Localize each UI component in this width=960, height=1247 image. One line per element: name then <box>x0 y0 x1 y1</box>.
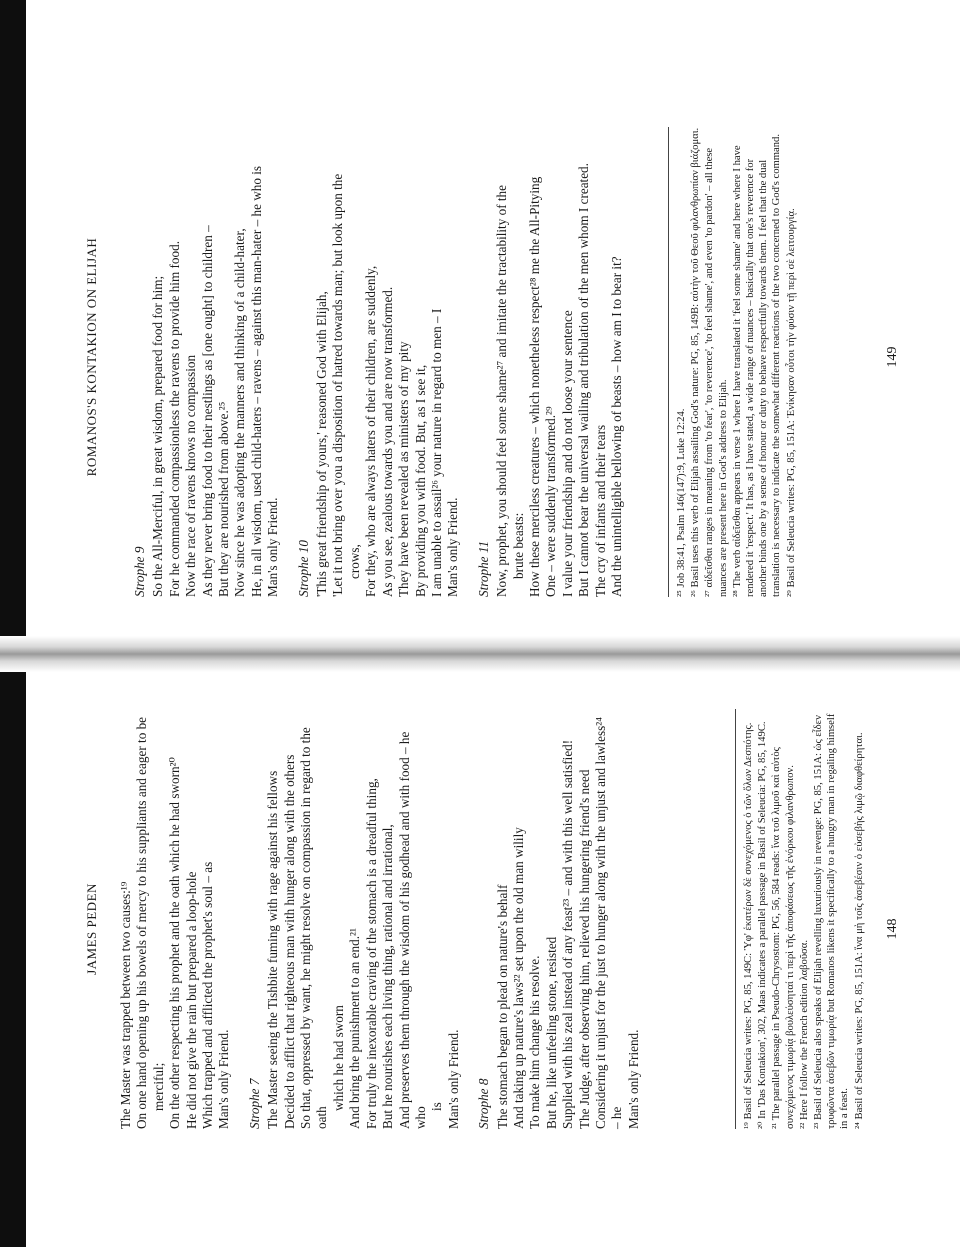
verse-line: On one hand opening up his bowels of mercy to his suppliants and eager to be <box>134 716 150 1129</box>
verse-line: Man's only Friend. <box>445 497 461 597</box>
footnote: ¹⁹ Basil of Seleucia writes: PG, 85, 149C: Ὑφ' ἑκατέρων δὲ συνεχόμενος ὁ τῶν ὅλων Δεσπότης. <box>743 722 754 1129</box>
verse-line: And taking up nature's laws²² set upon the old man wilily <box>510 827 526 1129</box>
strophe-heading: Strophe 8 <box>476 1078 492 1129</box>
stanza <box>247 709 462 1129</box>
stanza <box>118 709 233 1129</box>
verse-line: The Master was trapped between two causes:¹⁹ <box>118 881 133 1129</box>
strophe-heading: Strophe 11 <box>475 540 491 597</box>
verse-line: Which trapped and afflicted the prophet's soul – as <box>200 861 216 1129</box>
verse-line: Considering it unjust for the just to hunger along with the unjust and lawless²⁴ <box>592 717 608 1129</box>
verse-line: Now the race of ravens knows no compassion <box>183 354 199 597</box>
footnote: ²¹ The parallel passage in Pseudo-Chrysostom: PG, 56, 584 reads: ἵνα τοῦ λιμοῦ καὶ αὐτὸς συνεχόμενος τιμωρίᾳ βουλεύσηταί τι περὶ τῆς ἀποφάσεως τῆς ἐνόρκου φιλανθρωπον. <box>771 747 796 1129</box>
page-number: 149 <box>885 346 900 368</box>
footnote: ²⁰ In 'Das Kontakion', 302, Maas indicates a parallel passage in Basil of Seleucia: PG, 85, 149C. <box>757 721 769 1129</box>
verse-line: On the other respecting his prophet and the oath which he had sworn²⁰ <box>167 757 183 1129</box>
verse-line: For they, who are always haters of their children, are suddenly, <box>363 265 379 597</box>
verse-line: And the unintelligible bellowing of beasts – how am I to bear it? <box>608 256 624 597</box>
verse-line: Supplied with his zeal instead of any feast²³ – and with this well satisfied! <box>560 739 576 1129</box>
verse-line: Man's only Friend. <box>265 497 281 597</box>
running-head: ROMANOS'S KONTAKION ON ELIJAH <box>84 237 99 477</box>
footnote: ²² Here I follow the French edition λαβοῦσα. <box>798 940 810 1129</box>
verse-line: Man's only Friend. <box>625 1029 641 1129</box>
footnote: ²⁹ Basil of Seleucia writes: PG, 85, 151A: Ἐνίκησαν οὗτοι τὴν φύσιν τῇ περὶ σὲ λειτουργίᾳ. <box>785 208 797 597</box>
stanza <box>296 127 462 597</box>
verse-line: As you see, zealous towards you and are now transformed. <box>379 286 395 597</box>
verse-line: I value your friendship and do not loose your sentence <box>559 310 575 597</box>
verse-line: For he commanded compassionless the ravens to provide him food. <box>166 241 182 597</box>
footnotes <box>735 709 867 1129</box>
strophe-heading: Strophe 10 <box>295 539 311 597</box>
verse-line: One – were suddenly transformed.²⁹ <box>543 406 559 597</box>
verse-line: The Judge, after observing him, relieved his hungering friend's need <box>576 769 592 1129</box>
poem-body <box>118 709 646 1129</box>
verse-line: The stomach began to plead on nature's behalf <box>494 884 510 1129</box>
verse-line: Now since he was adopting the manners and thinking of a child-hater, <box>232 228 248 597</box>
footnote: ²³ Basil of Seleucia also speaks of Elijah revelling luxuriously in revenge: PG, 85, 151A: ὡς εἶδεν τρυφῶντα ἀσεβῶν τιμωρίᾳ but Romanos likens it specifically to a hungry man in regaling himself in a feast. <box>813 713 851 1129</box>
verse-line: And bring the punishment to an end.²¹ <box>347 928 363 1129</box>
verse-line: The cry of infants and their tears <box>592 424 608 597</box>
verse-line: crows, <box>346 544 362 579</box>
verse-line: Man's only Friend. <box>216 1029 232 1129</box>
verse-line: To make him change his resolve. <box>527 955 543 1129</box>
verse-line: Decided to afflict that righteous man with hunger along with the others <box>281 754 297 1129</box>
verse-line: For truly the inexorable craving of the stomach is a dreadful thing, <box>363 778 379 1129</box>
verse-line: But I cannot bear the universal wailing and tribulation of the men whom I created. <box>576 163 592 597</box>
footnote: ²⁸ The verb αἰδεῖσθαι appears in verse 1 where I have translated it 'feel some shame' and here where I have rendered it 'respect.' It has, as I have stated, a wide range of nuances – basically that one's reverence for another binds one by a sense of honour or duty to behave respectfully towards them. I feel that the dual translation is necessary to indicate the somewhat different reactions of the two concerned to God's command. <box>731 134 783 597</box>
footnote: ²⁷ αἰδεῖσθαι ranges in meaning from 'to fear', 'to reverence', 'to feel shame', and even 'to pardon' – all these nuances are present here in God's address to Elijah. <box>704 147 729 597</box>
verse-line: But he, like unfeeling stone, resisted <box>543 936 559 1129</box>
verse-line: is <box>429 1102 445 1111</box>
verse-line: I am unable to assail²⁶ your nature in regard to men – I <box>428 308 444 597</box>
verse-line: But they are nourished from above.²⁵ <box>216 401 232 597</box>
running-head: JAMES PEDEN <box>84 883 99 975</box>
verse-line: But he nourishes each living thing, rational and irrational, <box>380 824 396 1129</box>
verse-line: As they never bring food to their nestlings as [one ought] to children – <box>199 225 215 597</box>
right-page <box>0 57 960 657</box>
strophe-heading: Strophe 7 <box>246 1078 262 1129</box>
stanza <box>132 127 282 597</box>
strophe-heading: Strophe 9 <box>132 546 147 597</box>
verse-line: merciful; <box>150 1062 166 1111</box>
verse-line: Man's only Friend. <box>445 1029 461 1129</box>
verse-line: which he had sworn <box>330 1005 346 1111</box>
verse-line: – he <box>609 1106 625 1129</box>
verse-line: 'Let it not bring over you a disposition of hatred towards man; but look upon the <box>330 173 346 597</box>
poem-body <box>118 127 629 597</box>
verse-line: They have been revealed as ministers of my pity <box>396 341 412 597</box>
footnotes <box>668 127 799 597</box>
left-page <box>0 629 960 1229</box>
verse-line: So that, oppressed by want, he might resolve on compassion in regard to the oath <box>298 727 330 1129</box>
verse-line: brute beasts: <box>510 512 526 579</box>
verse-line: By providing you with food. But, as I see it, <box>412 364 428 597</box>
verse-line: The Master seeing the Tishbite fuming with rage against his fellows <box>265 770 281 1129</box>
verse-line: He, in all wisdom, used child-haters – ravens – against this man-hater – he who is <box>248 165 264 597</box>
footnote: ²⁴ Basil of Seleucia writes: PG, 85, 151A: ἵνα μὴ τοῖς ἀσεβέσιν ὁ εὐσεβὴς λιμῷ διαφθείρηται. <box>853 732 865 1129</box>
verse-line: How these merciless creatures – which nonetheless respect²⁸ me the All-Pitying <box>526 176 542 597</box>
verse-line: Now, prophet, you should feel some shame²⁷ and imitate the tractability of the <box>494 184 510 597</box>
stanza <box>476 127 626 597</box>
footnote: ²⁵ Job 38:41, Psalm 146(147):9, Luke 12:24. <box>676 408 687 597</box>
verse-line: So the All-Merciful, in great wisdom, prepared food for him; <box>150 275 166 597</box>
verse-line: 'This great friendship of yours,' reasoned God with Elijah, <box>314 291 330 597</box>
verse-line: And preserves them through the wisdom of his godhead and with food – he who <box>396 731 428 1129</box>
verse-line: He did not give the rain but prepared a loop-hole <box>183 871 199 1129</box>
footnote: ²⁶ Basil uses this verb of Elijah assailing God's nature: PG, 85, 149B: αὐτὴν τοῦ Θεοῦ φιλανθρωπίαν βιάζομαι. <box>690 127 702 597</box>
stanza <box>476 709 642 1129</box>
page-number: 148 <box>885 918 900 940</box>
